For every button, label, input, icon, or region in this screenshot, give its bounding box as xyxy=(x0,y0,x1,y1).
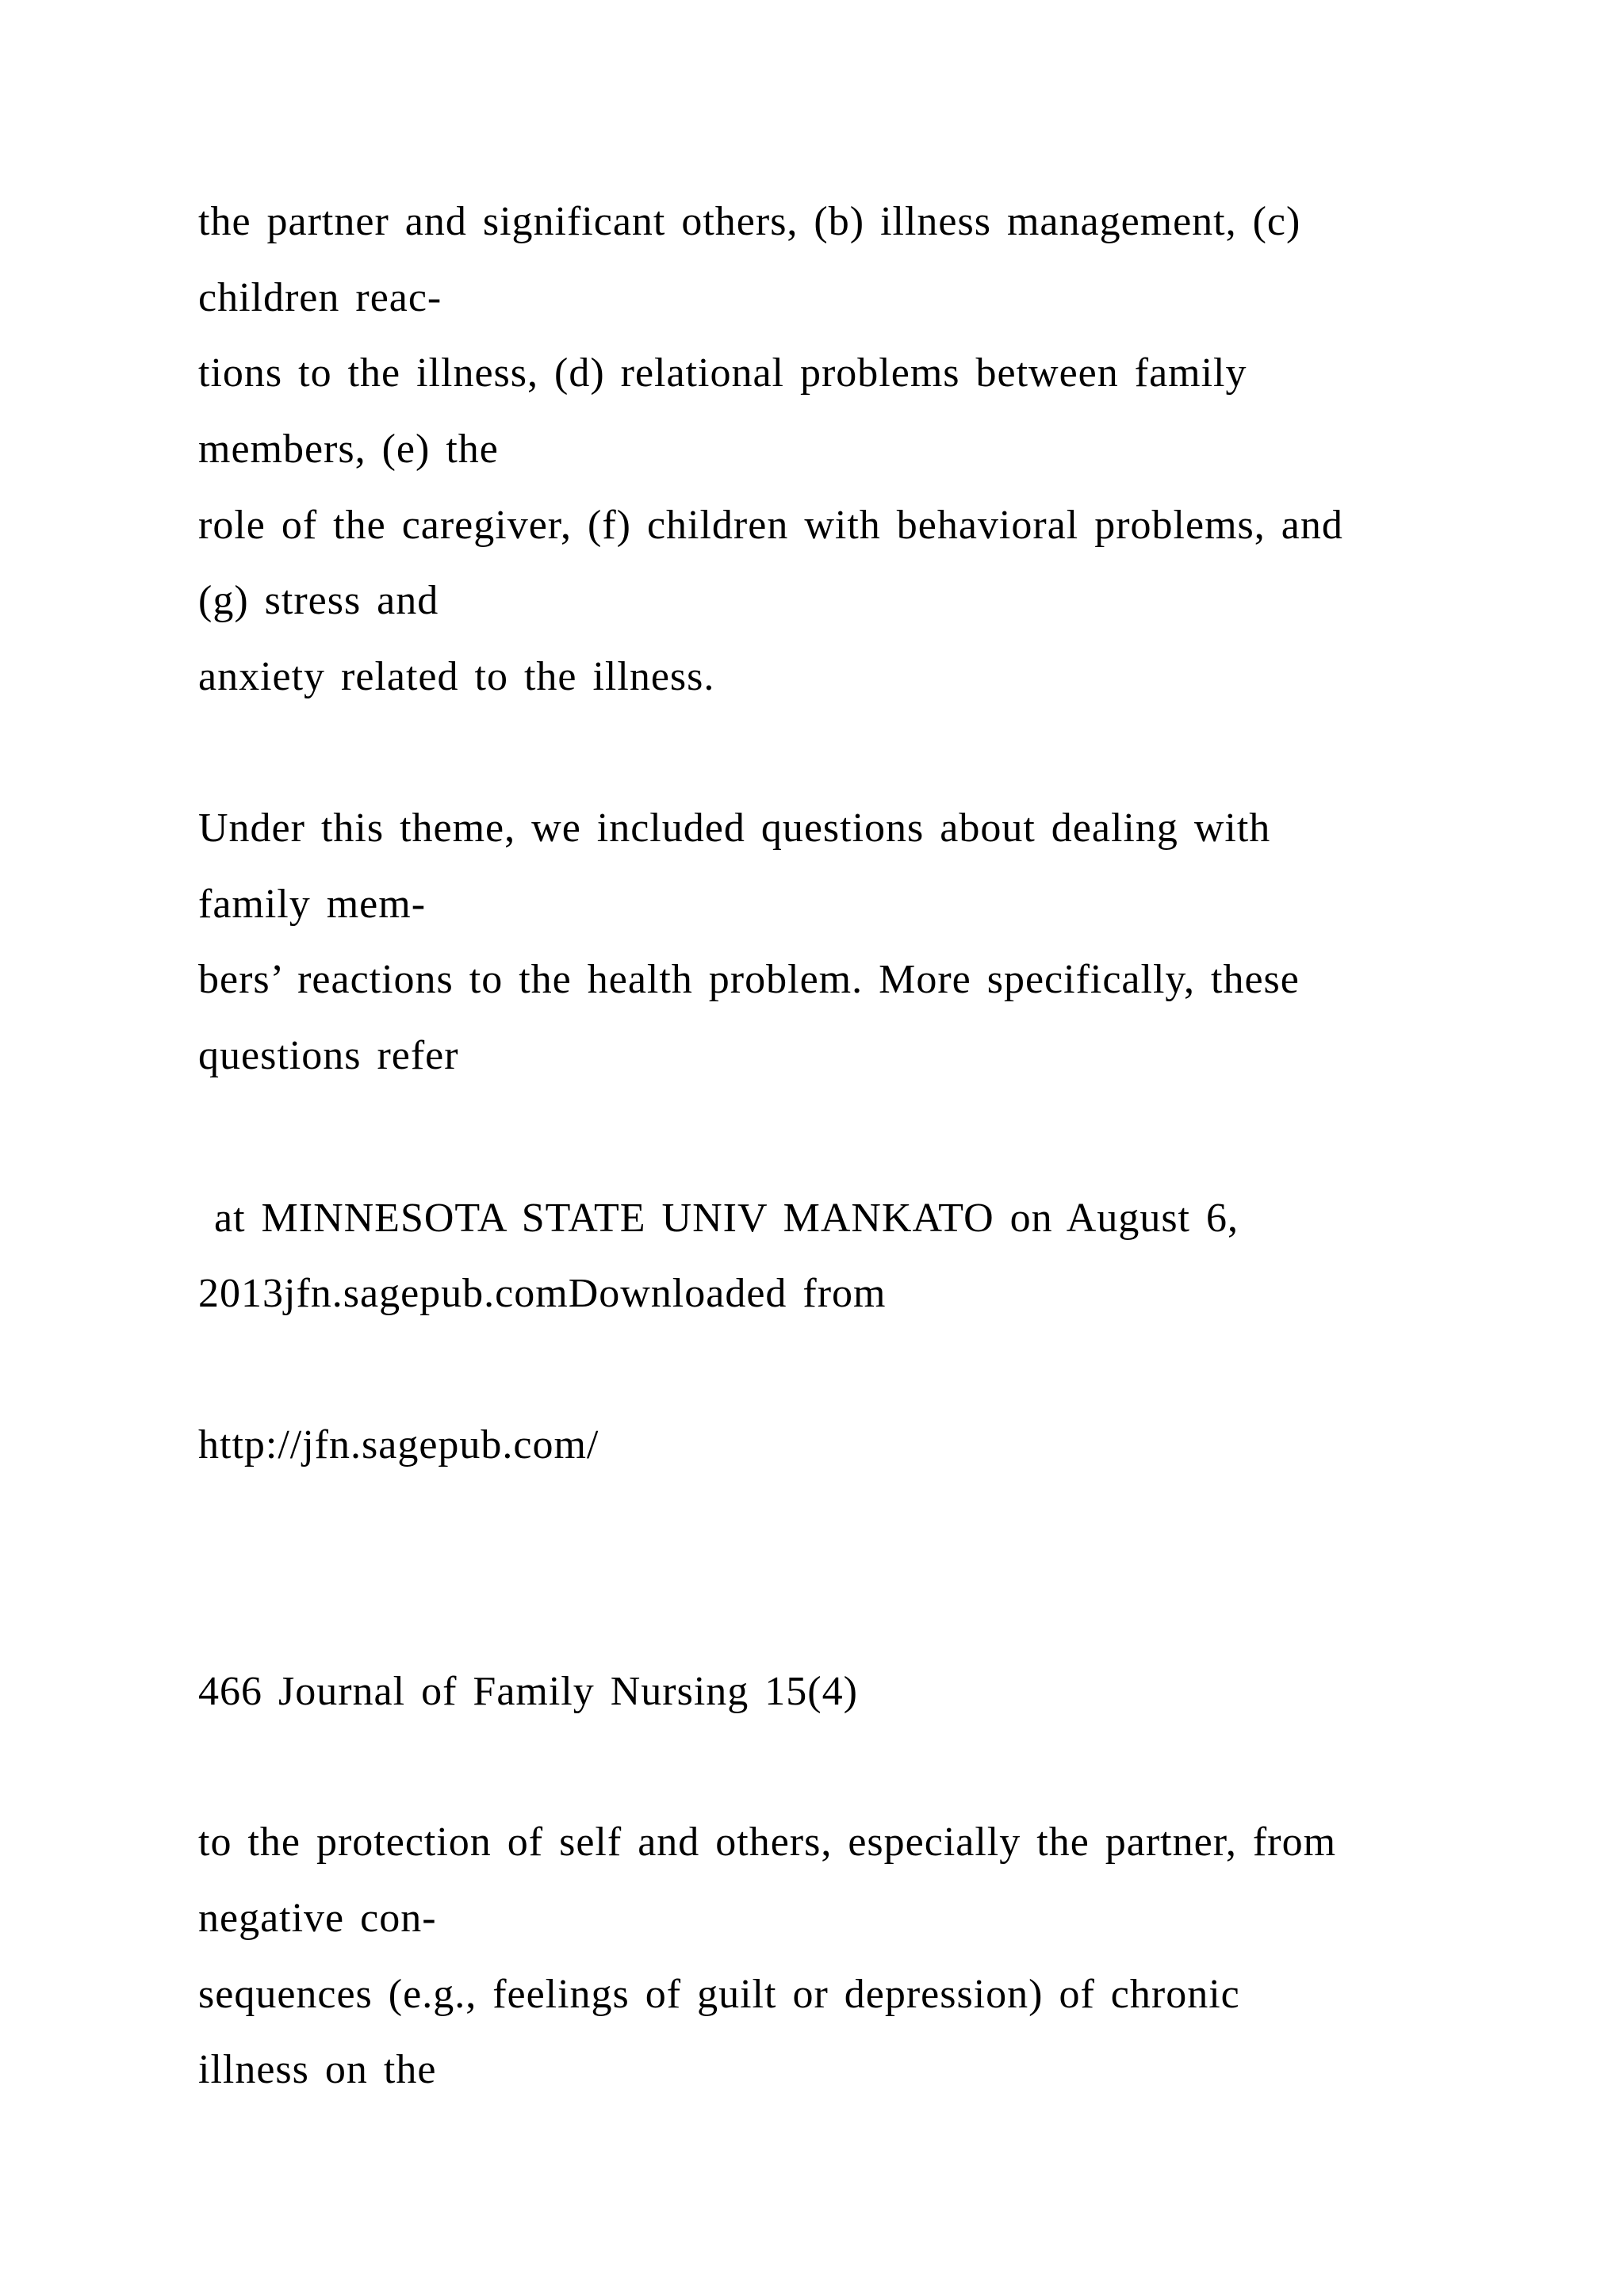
paragraph3-line-4: illness on the xyxy=(198,2047,437,2092)
download-notice-line-2: 2013jfn.sagepub.comDownloaded from xyxy=(198,1271,887,1316)
paragraph1-line-7: anxiety related to the illness. xyxy=(198,654,715,699)
paragraph1-line-6: (g) stress and xyxy=(198,578,439,623)
paragraph1-line-2: children reac- xyxy=(198,275,442,320)
paragraph3-line-2: negative con- xyxy=(198,1896,437,1941)
paragraph3-line-3: sequences (e.g., feelings of guilt or depression) of chronic xyxy=(198,1972,1240,2017)
paragraph1-line-4: members, (e) the xyxy=(198,427,499,472)
paragraph2-line-4: questions refer xyxy=(198,1033,459,1078)
paragraph1-line-5: role of the caregiver, (f) children with behavioral problems, and xyxy=(198,503,1343,548)
paragraph2-line-2: family mem- xyxy=(198,882,427,927)
paragraph1-line-1: the partner and significant others, (b) illness management, (c) xyxy=(198,199,1301,244)
paragraph2-line-1: Under this theme, we included questions about dealing with xyxy=(198,806,1271,851)
paragraph1-line-3: tions to the illness, (d) relational problems between family xyxy=(198,350,1247,396)
paragraph3-line-1: to the protection of self and others, especially the partner, from xyxy=(198,1820,1337,1865)
paragraph2-line-3: bers’ reactions to the health problem. More specifically, these xyxy=(198,957,1300,1002)
source-url: http://jfn.sagepub.com/ xyxy=(198,1422,599,1468)
download-notice-line-1: at MINNESOTA STATE UNIV MANKATO on August 6, xyxy=(198,1196,1239,1241)
running-header: 466 Journal of Family Nursing 15(4) xyxy=(198,1669,858,1714)
